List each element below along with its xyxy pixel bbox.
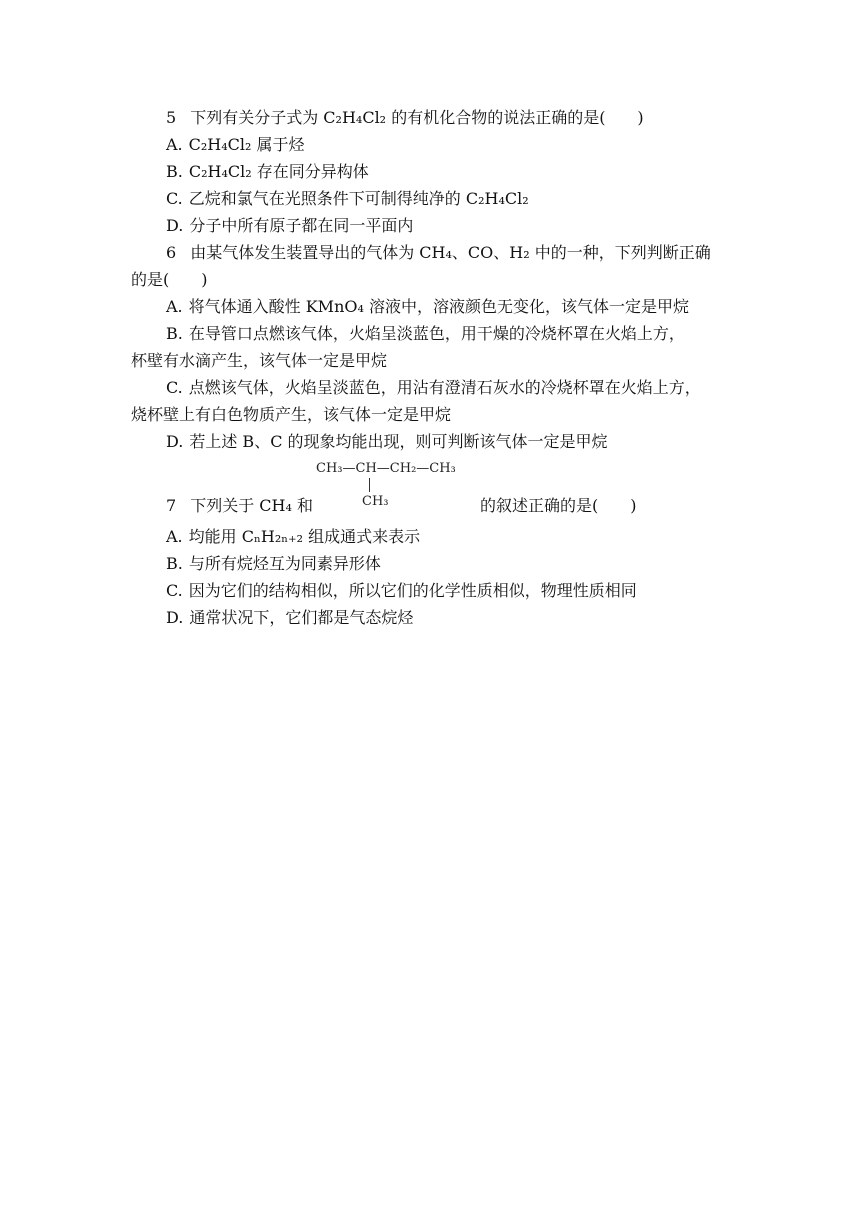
chemical-formula: C₂H₄Cl₂ [188,135,252,154]
option-text: 存在同分异构体 [256,162,369,181]
option-text: 烧杯壁上有白色物质产生，该气体一定是甲烷 [131,405,452,424]
question-7-option-b [166,552,381,576]
question-number: 7 [166,496,177,515]
question-text: 下列关于 CH₄ 和 [190,496,313,515]
option-text: 通常状况下，它们都是气态烷烃 [189,608,414,627]
question-5-stem [166,106,644,130]
question-6-option-c-continued [131,403,451,427]
question-6-option-c [166,376,701,400]
option-text: 将气体通入酸性 KMnO₄ 溶液中，溶液颜色无变化，该气体一定是甲烷 [188,297,689,316]
option-text: 与所有烷烃互为同素异形体 [188,554,381,573]
question-6-stem [166,241,711,265]
option-text: 因为它们的结构相似，所以它们的化学性质相似，物理性质相同 [188,581,637,600]
option-label: C. [166,378,183,397]
option-label: A. [166,297,183,316]
question-6-stem-continued [131,268,208,292]
option-text: 属于烃 [256,135,305,154]
option-text: 乙烷和氯气在光照条件下可制得纯净的 [188,189,461,208]
option-label: B. [166,554,183,573]
question-7-option-d [166,606,413,630]
option-text: 分子中所有原子都在同一平面内 [189,216,414,235]
chemical-formula: C₂H₄Cl₂ [188,162,252,181]
question-6-option-d [166,430,608,454]
question-6-option-b-continued [131,349,387,373]
question-7-stem [166,494,313,518]
question-number: 5 [166,108,177,127]
option-label: A. [166,527,183,546]
structural-formula-main-chain: CH₃—CH—CH₂—CH₃ [316,461,456,476]
option-label: B. [166,324,183,343]
question-7-stem-end [480,494,637,518]
option-text: 点燃该气体，火焰呈淡蓝色，用沾有澄清石灰水的冷烧杯罩在火焰上方， [188,378,701,397]
question-5-option-d [166,214,413,238]
option-label: D. [166,216,184,235]
chemical-formula: C₂H₄Cl₂ [323,108,387,127]
option-text: 在导管口点燃该气体，火焰呈淡蓝色，用干燥的冷烧杯罩在火焰上方， [188,324,685,343]
question-number: 6 [166,243,177,262]
question-7-option-a [166,525,420,549]
question-text: 由某气体发生装置导出的气体为 CH₄、CO、H₂ 中的一种，下列判断正确 [190,243,711,262]
question-text: 下列有关分子式为 C₂H₄Cl₂ 的有机化合物的说法正确的是( ) [190,108,644,127]
structural-formula-branch: CH₃ [362,494,389,509]
question-5-option-b [166,160,369,184]
question-6-option-a [166,295,689,319]
question-text: 的是( ) [131,270,208,289]
question-5-option-c [166,187,529,211]
option-label: A. [166,135,183,154]
option-label: B. [166,162,183,181]
question-6-option-b [166,322,685,346]
option-text: 杯壁有水滴产生，该气体一定是甲烷 [131,351,388,370]
question-text: 的叙述正确的是( ) [480,496,637,515]
chemical-formula: C₂H₄Cl₂ [465,189,529,208]
option-label: D. [166,608,184,627]
option-text: 若上述 B、C 的现象均能出现，则可判断该气体一定是甲烷 [189,432,608,451]
option-text: 均能用 CₙH₂ₙ₊₂ 组成通式来表示 [188,527,421,546]
question-5-option-a [166,133,305,157]
option-label: D. [166,432,184,451]
option-label: C. [166,189,183,208]
branch-bond-line [369,478,370,492]
question-7-option-c [166,579,637,603]
option-label: C. [166,581,183,600]
